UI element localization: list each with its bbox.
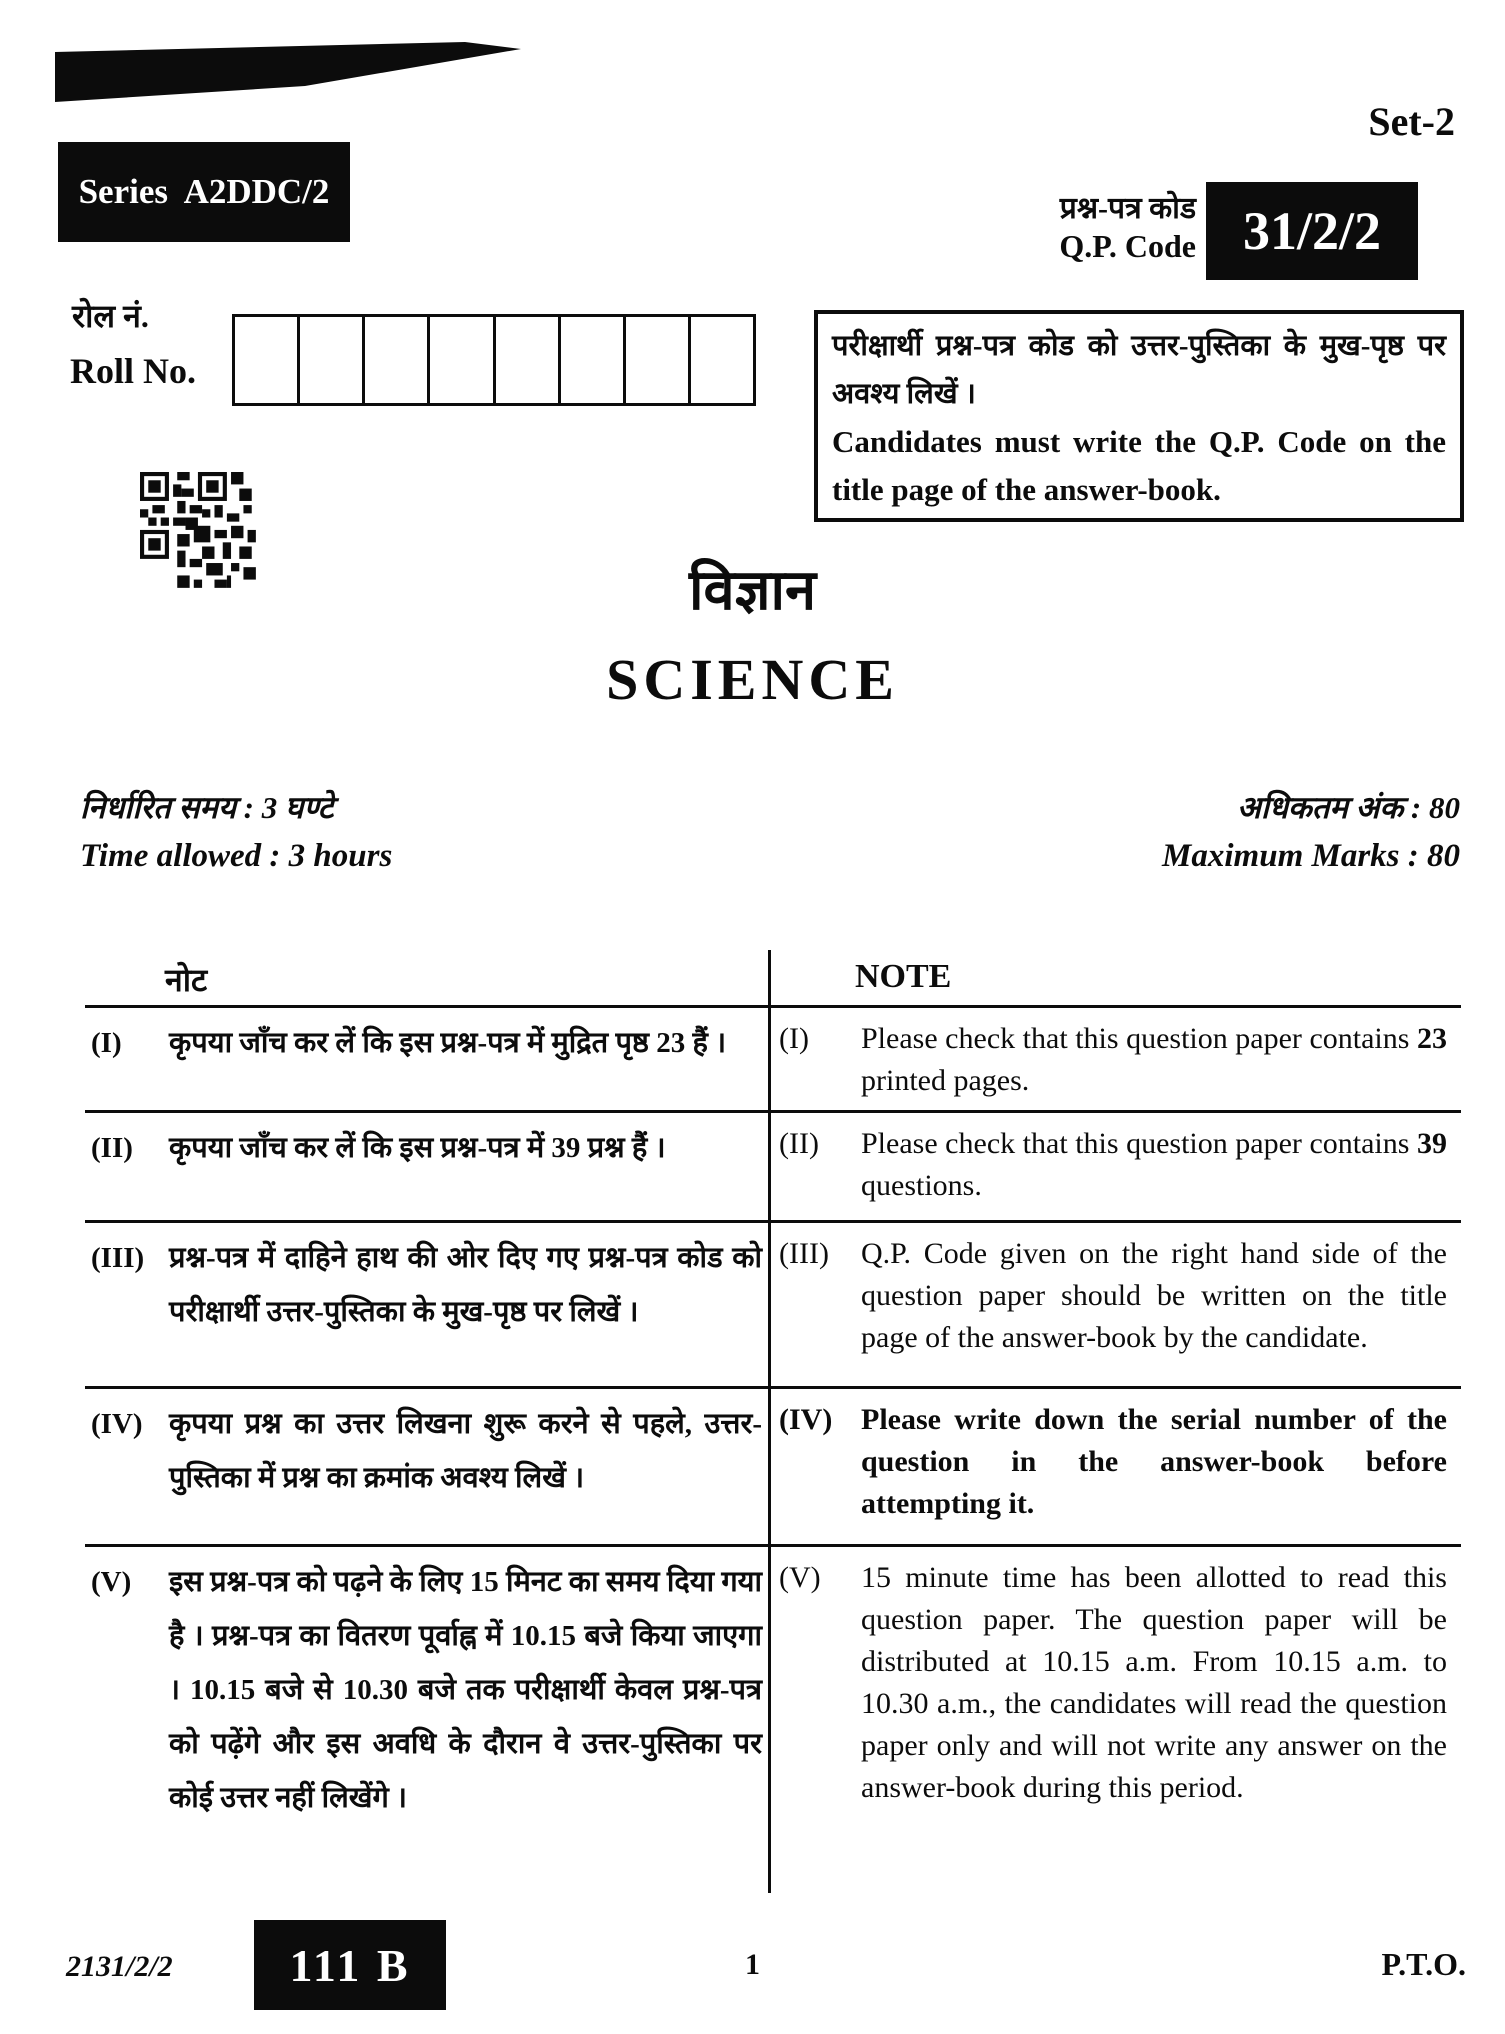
set-label: Set-2 — [1368, 99, 1455, 144]
note-row-4 — [85, 1389, 1461, 1547]
candidate-note-english: Candidates must write the Q.P. Code on the title page of the answer-book. — [832, 424, 1446, 507]
footer-batch-label: 111 B — [289, 1939, 411, 1991]
note-text-hindi: कृपया जाँच कर लें कि इस प्रश्न-पत्र में 39 प्रश्न हैं । — [169, 1132, 666, 1164]
series-box — [58, 142, 350, 242]
note-header-hindi: नोट — [165, 962, 208, 998]
max-marks-english: Maximum Marks : 80 — [1162, 838, 1460, 874]
note-text-hindi: कृपया प्रश्न का उत्तर लिखना शुरू करने से पहले, उत्तर-पुस्तिका में प्रश्न का क्रमांक अवश्य लिखें । — [169, 1408, 762, 1494]
paper-title-english: SCIENCE — [606, 647, 899, 712]
roll-digit-box — [561, 314, 626, 406]
qp-code-value: 31/2/2 — [1242, 201, 1381, 261]
qp-code-label-hindi: प्रश्न-पत्र कोड — [1059, 192, 1196, 225]
qp-code-label-english: Q.P. Code — [1059, 228, 1196, 264]
roll-digit-box — [300, 314, 365, 406]
note-text-english: Please check that this question paper contains 39 questions. — [861, 1127, 1447, 1202]
note-header-english: NOTE — [768, 950, 1461, 1005]
note-table-header — [85, 950, 1461, 1008]
roll-label-hindi: रोल नं. — [72, 298, 149, 334]
candidate-note-box — [814, 310, 1464, 522]
roll-digit-box — [626, 314, 691, 406]
note-text-hindi: प्रश्न-पत्र में दाहिने हाथ की ओर दिए गए प्रश्न-पत्र कोड को परीक्षार्थी उत्तर-पुस्तिका के मुख-पृष्ठ पर लिखें । — [169, 1242, 762, 1328]
row-number: (III) — [779, 1237, 829, 1270]
qp-code-box — [1206, 182, 1418, 280]
note-row-1 — [85, 1008, 1461, 1113]
note-text-hindi: इस प्रश्न-पत्र को पढ़ने के लिए 15 मिनट का समय दिया गया है । प्रश्न-पत्र का वितरण पूर्वाह्न में 10.15 बजे किया जाएगा । 10.15 बजे से 10.30 बजे तक परीक्षार्थी केवल प्रश्न-पत्र को पढ़ेंगे और इस अवधि के दौरान वे उत्तर-पुस्तिका पर कोई उत्तर नहीं लिखेंगे । — [169, 1566, 762, 1814]
row-number: (IV) — [91, 1408, 143, 1440]
note-text-english: Please check that this question paper contains 23 printed pages. — [861, 1022, 1447, 1097]
note-text-hindi: कृपया जाँच कर लें कि इस प्रश्न-पत्र में मुद्रित पृष्ठ 23 हैं । — [169, 1027, 727, 1059]
row-number: (I) — [91, 1027, 122, 1059]
note-row-3 — [85, 1223, 1461, 1389]
row-number: (II) — [779, 1127, 819, 1160]
roll-digit-box — [232, 314, 300, 406]
note-text-english: Please write down the serial number of the question in the answer-book before attempting it. — [861, 1403, 1447, 1520]
note-row-2 — [85, 1113, 1461, 1223]
banner-swoosh — [55, 42, 525, 106]
note-row-5 — [85, 1547, 1461, 1893]
row-number: (II) — [91, 1132, 133, 1164]
footer-paper-code: 2131/2/2 — [66, 1950, 173, 1983]
row-number: (III) — [91, 1242, 145, 1274]
row-number: (IV) — [779, 1403, 833, 1436]
series-label: Series A2DDC/2 — [78, 172, 330, 211]
max-marks-hindi: अधिकतम अंक : 80 — [1237, 790, 1460, 825]
note-table — [85, 950, 1461, 1893]
roll-label-english: Roll No. — [70, 351, 196, 391]
roll-digit-box — [691, 314, 756, 406]
time-allowed-english: Time allowed : 3 hours — [80, 838, 393, 874]
roll-digit-box — [430, 314, 495, 406]
roll-digit-box — [365, 314, 430, 406]
note-text-english: 15 minute time has been allotted to read this question paper. The question paper will be distributed at 10.15 a.m. From 10.15 a.m. to 10.30 a.m., the candidates will read the question paper only and will not write any answer on the answer-book during this period. — [861, 1561, 1447, 1804]
candidate-note-hindi: परीक्षार्थी प्रश्न-पत्र कोड को उत्तर-पुस्तिका के मुख-पृष्ठ पर अवश्य लिखें । — [832, 330, 1446, 410]
note-text-english: Q.P. Code given on the right hand side of the question paper should be written on the title page of the answer-book by the candidate. — [861, 1237, 1447, 1354]
roll-digit-box — [496, 314, 561, 406]
time-allowed-hindi: निर्धारित समय : 3 घण्टे — [80, 790, 334, 825]
row-number: (V) — [91, 1566, 132, 1598]
footer-pto-label: P.T.O. — [1381, 1946, 1466, 1982]
roll-number-boxes — [232, 314, 756, 406]
row-number: (I) — [779, 1022, 809, 1055]
paper-title-hindi: विज्ञान — [688, 560, 817, 622]
footer-page-number: 1 — [745, 1948, 760, 1981]
row-number: (V) — [779, 1561, 821, 1594]
